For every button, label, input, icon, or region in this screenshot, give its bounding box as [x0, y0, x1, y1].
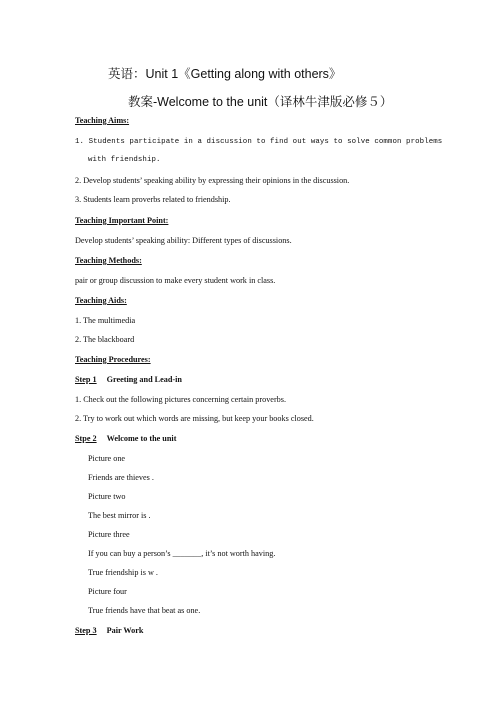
step-3: [75, 626, 143, 636]
picture-three-text-2: True friendship is w .: [88, 568, 158, 577]
aid-item-2: 2. The blackboard: [75, 335, 135, 344]
document-subtitle: 教案-Welcome to the unit（译林牛津版必修５）: [128, 95, 393, 109]
aid-item-1: 1. The multimedia: [75, 316, 136, 325]
picture-four-label: Picture four: [88, 587, 127, 596]
step-2-title: Welcome to the unit: [106, 434, 177, 443]
step-1-item-1: 1. Check out the following pictures concerning certain proverbs.: [75, 395, 286, 404]
picture-two-label: Picture two: [88, 492, 126, 501]
important-point-text: Develop students’ speaking ability: Different types of discussions.: [75, 236, 292, 245]
picture-two-text: The best mirror is .: [88, 511, 151, 520]
step-3-title: Pair Work: [106, 626, 144, 635]
step-2: [75, 434, 176, 444]
picture-one-text: Friends are thieves .: [88, 473, 154, 482]
picture-one-label: Picture one: [88, 454, 126, 463]
step-1-item-2: 2. Try to work out which words are missing, but keep your books closed.: [75, 414, 314, 423]
picture-four-text: True friends have that beat as one.: [88, 606, 201, 615]
document-title: 英语：Unit 1《Getting along with others》: [108, 67, 342, 81]
step-1: [75, 375, 182, 385]
methods-heading: Teaching Methods:: [75, 256, 142, 265]
aim-item-3: 3. Students learn proverbs related to friendship.: [75, 195, 231, 204]
aim-item-1-continued: with friendship.: [88, 156, 161, 164]
picture-three-label: Picture three: [88, 530, 130, 539]
methods-text: pair or group discussion to make every student work in class.: [75, 276, 276, 285]
procedures-heading: Teaching Procedures:: [75, 355, 151, 364]
picture-three-text: If you can buy a person’s _______, it’s not worth having.: [88, 549, 276, 558]
step-1-title: Greeting and Lead-in: [106, 375, 182, 384]
aim-item-1: 1. Students participate in a discussion to find out ways to solve common problems: [75, 138, 443, 146]
step-3-label: Step 3: [75, 626, 97, 635]
step-1-label: Step 1: [75, 375, 97, 384]
aids-heading: Teaching Aids:: [75, 296, 127, 305]
step-2-label: Stpe 2: [75, 434, 97, 443]
teaching-aims-heading: Teaching Aims:: [75, 116, 130, 125]
aim-item-2: 2. Develop students’ speaking ability by expressing their opinions in the discussion.: [75, 176, 350, 185]
important-point-heading: Teaching Important Point:: [75, 216, 169, 225]
